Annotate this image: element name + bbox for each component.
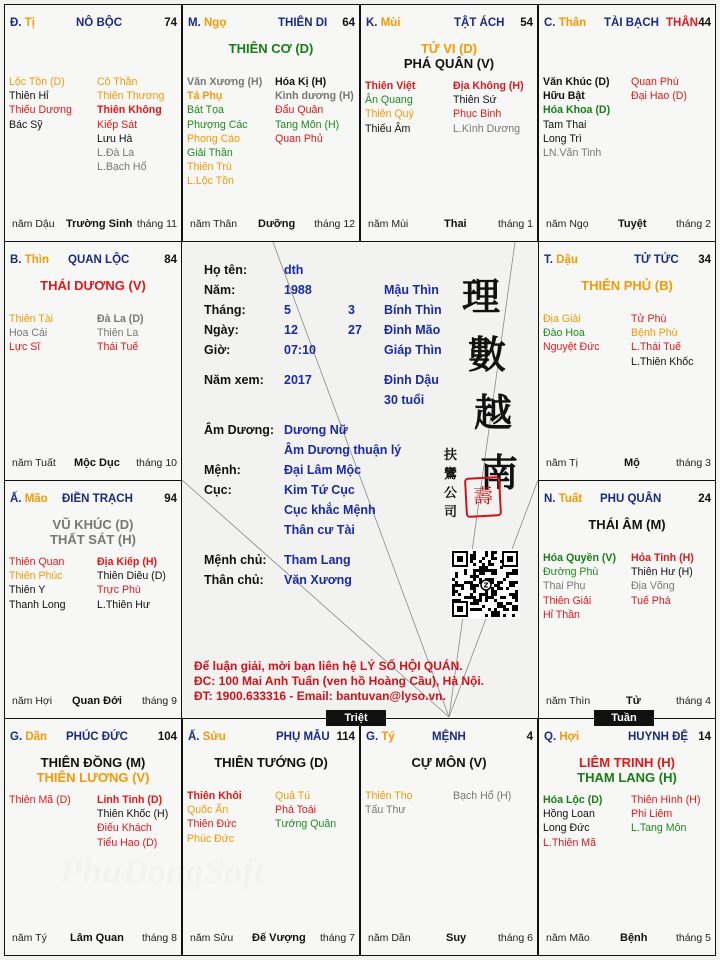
palace-mao: [4, 480, 182, 719]
minor-star: Lộc Tồn (D): [9, 76, 65, 88]
info-label: Mệnh chủ:: [204, 553, 267, 567]
minor-stars-left: [543, 793, 602, 850]
palace-stem-branch: G. Tý: [366, 731, 395, 743]
palace-header: [10, 493, 177, 507]
footer-month: tháng 6: [497, 932, 533, 944]
minor-star: Thiên La: [97, 327, 139, 340]
palace-footer: [12, 457, 177, 471]
minor-star: Linh Tinh (D): [97, 794, 163, 806]
palace-stem-branch: Ấ. Sửu: [188, 731, 226, 743]
minor-star: Phá Toái: [275, 804, 317, 817]
info-label: Năm xem:: [204, 373, 264, 387]
minor-star: Địa Kiếp (H): [97, 556, 158, 568]
palace-header: [544, 493, 711, 507]
triet-tag: Triệt: [326, 710, 386, 726]
main-star: CỰ MÔN (V): [411, 755, 487, 770]
minor-stars-left: [365, 79, 415, 136]
minor-star: Long Đức: [543, 822, 590, 835]
palace-header: [544, 731, 711, 745]
palace-stem-branch: Đ. Tị: [10, 17, 35, 29]
palace-thin: [4, 241, 182, 481]
svg-text:Z: Z: [483, 581, 489, 590]
palace-footer: [368, 932, 533, 946]
info-value-canchi: Mậu Thìn: [384, 283, 439, 297]
minor-star: Địa Giải: [543, 313, 581, 325]
main-star: LIÊM TRINH (H): [578, 755, 676, 770]
minor-star: Thiên Giải: [543, 594, 592, 607]
info-value: Đại Lâm Mộc: [284, 463, 362, 477]
minor-stars-right: [97, 75, 164, 174]
palace-dan: [4, 718, 182, 956]
minor-star: Thiên Thọ: [365, 790, 413, 802]
minor-stars-right: [631, 312, 693, 369]
minor-star: Hồng Loan: [543, 808, 595, 821]
palace-age-number: 94: [164, 493, 177, 505]
minor-stars-left: [187, 75, 262, 189]
footer-year: năm Mão: [546, 932, 590, 944]
info-value-canchi: Đinh Dậu: [384, 373, 439, 387]
footer-year: năm Dậu: [12, 218, 55, 230]
footer-month: tháng 3: [675, 457, 711, 469]
footer-year: năm Tuất: [12, 457, 56, 469]
footer-year: năm Thân: [190, 218, 238, 230]
palace-name: QUAN LỘC: [68, 254, 130, 266]
palace-age-number: 24: [698, 493, 711, 505]
footer-stage: Suy: [446, 932, 467, 944]
calligraphy-char: 數: [468, 332, 507, 377]
minor-star: Hỉ Thần: [543, 608, 580, 621]
minor-star: Hỏa Tinh (H): [631, 552, 694, 564]
palace-footer: [546, 457, 711, 471]
minor-star: Thiên Hình (H): [631, 794, 701, 806]
main-star: THÁI ÂM (M): [588, 517, 666, 532]
minor-star: L.Lộc Tồn: [187, 175, 234, 188]
red-seal-stamp: 壽: [464, 476, 502, 518]
main-star: VŨ KHÚC (D): [52, 517, 134, 532]
footer-year: năm Tý: [12, 932, 47, 944]
minor-star: Tả Phụ: [187, 90, 223, 103]
contact-line: Để luận giải, mời bạn liên hệ LÝ SỐ HỘI QUÁN.: [194, 659, 463, 673]
main-star: THIÊN PHỦ (B): [581, 278, 673, 293]
minor-star: Thanh Long: [9, 598, 66, 611]
info-value: 12: [284, 323, 298, 337]
info-value-lunar: 27: [348, 323, 362, 337]
minor-star: Thiên Tài: [9, 313, 53, 325]
minor-star: Thiên Sứ: [453, 94, 497, 107]
minor-star: Thiên Đức: [187, 818, 237, 831]
palace-ngo: [182, 4, 360, 242]
minor-star: Phúc Đức: [187, 832, 235, 845]
main-star: THIÊN CƠ (D): [228, 41, 314, 56]
minor-star: Địa Võng: [631, 580, 675, 593]
palace-tuat: [538, 480, 716, 719]
than-marker: THÂN: [666, 17, 698, 29]
minor-star: L.Bạch Hổ: [97, 161, 147, 174]
footer-year: năm Dần: [368, 932, 411, 944]
minor-star: Thiên Khốc (H): [97, 808, 169, 821]
center-info-panel: [182, 241, 538, 718]
minor-star: Hoa Cái: [9, 327, 48, 340]
info-label: Tháng:: [204, 303, 246, 317]
footer-stage: Dưỡng: [258, 218, 296, 230]
info-value: dth: [284, 263, 304, 277]
minor-stars-right: [97, 793, 168, 850]
palace-footer: [190, 218, 355, 232]
minor-star: Thiên Y: [9, 584, 46, 597]
main-star: THẤT SÁT (H): [50, 532, 136, 547]
minor-star: Tấu Thư: [365, 804, 406, 817]
minor-star: Tử Phù: [631, 313, 667, 325]
palace-stem-branch: K. Mùi: [366, 17, 401, 29]
minor-star: Đào Hoa: [543, 327, 585, 340]
footer-year: năm Tị: [546, 457, 578, 469]
palace-header: [544, 17, 711, 31]
palace-name: TỬ TỨC: [634, 254, 679, 266]
palace-age-number: 64: [342, 17, 355, 29]
footer-stage: Tử: [626, 695, 641, 707]
minor-star: Hóa Lộc (D): [543, 794, 603, 806]
minor-star: Thiên Quan: [9, 556, 65, 568]
minor-stars-right: [97, 555, 166, 612]
calligraphy-char: 理: [462, 274, 501, 319]
info-label: Âm Dương:: [204, 423, 275, 437]
main-star: PHÁ QUÂN (V): [403, 56, 495, 71]
palace-header: [188, 17, 355, 31]
minor-star: Đà La (D): [97, 313, 144, 325]
footer-stage: Đế Vượng: [252, 932, 306, 944]
minor-star: L.Tang Môn: [631, 822, 687, 835]
footer-stage: Bệnh: [620, 932, 648, 944]
seal-side-char: 公: [444, 486, 458, 501]
info-label: Ngày:: [204, 323, 239, 337]
minor-star: Tuế Phá: [631, 594, 671, 607]
minor-star: L.Thiên Hư: [97, 598, 151, 611]
minor-star: Thái Tuế: [97, 341, 139, 354]
palace-name: PHỤ MẪU: [276, 731, 330, 743]
info-label: Năm:: [204, 283, 236, 297]
minor-star: Phong Cáo: [187, 132, 241, 145]
palace-age-number: 14: [698, 731, 711, 743]
palace-age-number: 84: [164, 254, 177, 266]
info-label: Cục:: [204, 483, 232, 497]
minor-star: Thiên Hư (H): [631, 566, 693, 579]
palace-mui: [360, 4, 538, 242]
palace-hoi: [538, 718, 716, 956]
palace-name: TẬT ÁCH: [454, 17, 505, 29]
minor-star: Tang Môn (H): [275, 118, 340, 131]
minor-star: Kình dương (H): [275, 90, 354, 103]
main-star: THIÊN TƯỚNG (D): [214, 755, 328, 770]
minor-star: Nguyệt Đức: [543, 341, 600, 354]
footer-stage: Quan Đới: [72, 695, 122, 707]
minor-star: Lực Sĩ: [9, 341, 41, 354]
footer-year: năm Ngọ: [546, 218, 589, 230]
minor-star: Long Trì: [543, 132, 582, 145]
minor-star: LN.Văn Tinh: [543, 146, 602, 159]
footer-stage: Mộ: [624, 457, 640, 469]
palace-footer: [190, 932, 355, 946]
info-value: Tham Lang: [284, 553, 351, 567]
palace-age-number: 104: [157, 731, 177, 743]
minor-stars-left: [9, 793, 71, 807]
minor-star: Điếu Khách: [97, 822, 152, 835]
minor-star: Thiên Thương: [97, 90, 165, 103]
seal-side-text: [444, 446, 462, 522]
minor-stars-right: [631, 793, 700, 836]
minor-star: Thiên Diêu (D): [97, 570, 166, 583]
minor-stars-left: [187, 789, 242, 846]
minor-stars-left: [543, 551, 616, 622]
palace-name: ĐIỀN TRẠCH: [62, 493, 133, 505]
palace-header: [188, 731, 355, 745]
minor-star: Tiểu Hao (D): [97, 836, 158, 849]
minor-star: Văn Khúc (D): [543, 76, 610, 88]
minor-star: Thiên Không: [97, 104, 162, 117]
palace-stem-branch: C. Thân: [544, 17, 587, 29]
palace-age-number: 34: [698, 254, 711, 266]
info-value: Cục khắc Mệnh: [284, 503, 376, 517]
info-label: Giờ:: [204, 343, 231, 357]
contact-line: ĐT: 1900.633316 - Email: bantuvan@lyso.vn.: [194, 689, 446, 703]
minor-star: Quốc Ấn: [187, 804, 229, 817]
minor-star: Thiên Quý: [365, 108, 414, 121]
minor-star: Trực Phù: [97, 584, 141, 597]
palace-age-number: 114: [336, 731, 355, 743]
minor-star: Kiếp Sát: [97, 118, 138, 131]
minor-star: Đại Hao (D): [631, 90, 687, 103]
palace-suu: [182, 718, 360, 956]
minor-star: Ân Quang: [365, 94, 413, 107]
minor-star: Thiếu Âm: [365, 122, 411, 135]
info-value-canchi: Đinh Mão: [384, 323, 441, 337]
minor-star: Bệnh Phù: [631, 327, 678, 340]
info-value: Thân cư Tài: [284, 523, 355, 537]
palace-name: NÔ BỘC: [76, 17, 122, 29]
minor-star: Thiên Khôi: [187, 790, 242, 802]
minor-star: Lưu Hà: [97, 132, 133, 145]
minor-star: Đường Phù: [543, 566, 599, 579]
minor-star: Thiên Việt: [365, 80, 416, 92]
main-star: THIÊN ĐỒNG (M): [40, 755, 146, 770]
minor-stars-left: [9, 312, 53, 355]
palace-ty: [360, 718, 538, 956]
minor-stars-right: [631, 75, 687, 103]
minor-star: Bát Tọa: [187, 104, 224, 117]
minor-star: Bạch Hổ (H): [453, 790, 512, 802]
info-label: Mệnh:: [204, 463, 241, 477]
minor-stars-right: [453, 789, 511, 803]
footer-year: năm Mùi: [368, 218, 409, 230]
palace-age-number: 44: [698, 17, 711, 29]
info-value: 5: [284, 303, 291, 317]
minor-star: L.Kình Dương: [453, 122, 521, 135]
tuan-tag: Tuần: [594, 710, 654, 726]
palace-stem-branch: G. Dần: [10, 731, 48, 743]
minor-star: Cô Thần: [97, 76, 138, 88]
minor-star: Thiên Trù: [187, 161, 232, 174]
info-value: Dương Nữ: [284, 423, 348, 437]
minor-star: Hóa Quyền (V): [543, 552, 616, 564]
minor-star: Hóa Kị (H): [275, 76, 327, 88]
minor-star: Thiên Phúc: [9, 570, 63, 583]
footer-year: năm Hợi: [12, 695, 53, 707]
minor-stars-left: [365, 789, 413, 817]
minor-stars-left: [9, 75, 72, 132]
palace-stem-branch: Ấ. Mão: [10, 493, 48, 505]
footer-month: tháng 12: [314, 218, 355, 230]
minor-star: L.Thiên Khốc: [631, 355, 694, 368]
seal-side-char: 扶: [444, 448, 458, 463]
palace-stem-branch: Q. Hợi: [544, 731, 580, 743]
footer-month: tháng 10: [136, 457, 177, 469]
footer-stage: Trường Sinh: [66, 218, 133, 230]
info-value: Âm Dương thuận lý: [284, 443, 402, 457]
palace-header: [10, 17, 177, 31]
main-star: TỬ VI (D): [420, 41, 478, 56]
main-star: THÁI DƯƠNG (V): [40, 278, 146, 293]
info-value-canchi: Bính Thìn: [384, 303, 442, 317]
palace-stem-branch: B. Thìn: [10, 254, 49, 266]
info-value: 1988: [284, 283, 312, 297]
minor-star: Bác Sỹ: [9, 118, 43, 131]
contact-line: ĐC: 100 Mai Anh Tuấn (ven hồ Hoàng Cầu), Hà Nội.: [194, 674, 485, 688]
palace-name: PHU QUÂN: [600, 493, 662, 505]
footer-month: tháng 7: [319, 932, 355, 944]
footer-stage: Tuyệt: [618, 218, 647, 230]
info-value: 2017: [284, 373, 312, 387]
minor-star: Thiếu Dương: [9, 104, 72, 117]
minor-star: Văn Xương (H): [187, 76, 263, 88]
minor-star: Phục Binh: [453, 108, 502, 121]
palace-age-number: 54: [520, 17, 533, 29]
minor-star: Thiên Hỉ: [9, 90, 49, 103]
minor-star: Phượng Các: [187, 118, 248, 131]
minor-star: Quả Tú: [275, 790, 311, 802]
palace-name: HUYNH ĐỆ: [628, 731, 689, 743]
palace-footer: [12, 218, 177, 232]
seal-side-char: 司: [444, 505, 458, 520]
palace-footer: [12, 932, 177, 946]
footer-year: năm Sửu: [190, 932, 234, 944]
seal-side-char: 鸞: [444, 467, 458, 482]
info-value: Văn Xương: [284, 573, 352, 587]
palace-header: [10, 731, 177, 745]
palace-header: [366, 17, 533, 31]
main-star: THAM LANG (H): [577, 770, 677, 785]
palace-footer: [546, 932, 711, 946]
minor-star: Tướng Quân: [275, 818, 337, 831]
palace-stem-branch: T. Dậu: [544, 254, 578, 266]
footer-month: tháng 2: [675, 218, 711, 230]
minor-stars-left: [9, 555, 66, 612]
minor-star: Thiên Mã (D): [9, 794, 71, 806]
minor-star: Địa Không (H): [453, 80, 524, 92]
minor-stars-right: [275, 789, 336, 832]
minor-star: Giải Thần: [187, 146, 233, 159]
info-value: Kim Tứ Cục: [284, 483, 355, 497]
palace-stem-branch: M. Ngọ: [188, 17, 227, 29]
footer-stage: Lâm Quan: [70, 932, 124, 944]
calligraphy-char: 南: [480, 450, 519, 495]
minor-stars-right: [275, 75, 354, 146]
info-value-age: 30 tuổi: [384, 393, 425, 407]
footer-month: tháng 9: [141, 695, 177, 707]
palace-footer: [546, 695, 711, 709]
minor-star: Quan Phủ: [275, 132, 323, 145]
minor-star: Phi Liêm: [631, 808, 673, 821]
minor-stars-left: [543, 312, 600, 355]
footer-month: tháng 5: [675, 932, 711, 944]
minor-star: L.Thiên Mã: [543, 836, 596, 849]
palace-name: TÀI BẠCH: [604, 17, 659, 29]
minor-star: Hóa Khoa (D): [543, 104, 611, 117]
palace-dau: [538, 241, 716, 481]
footer-stage: Mộc Dục: [74, 457, 120, 469]
info-value-lunar: 3: [348, 303, 355, 317]
info-label: Họ tên:: [204, 263, 248, 277]
footer-year: năm Thìn: [546, 695, 591, 707]
info-label: Thân chủ:: [204, 573, 264, 587]
minor-star: L.Đà La: [97, 146, 135, 159]
minor-star: Hữu Bật: [543, 90, 585, 103]
footer-month: tháng 11: [136, 218, 177, 230]
palace-footer: [12, 695, 177, 709]
minor-star: Thai Phụ: [543, 580, 586, 593]
palace-age-number: 74: [164, 17, 177, 29]
minor-stars-right: [631, 551, 694, 608]
palace-stem-branch: N. Tuất: [544, 493, 583, 505]
palace-header: [544, 254, 711, 268]
palace-name: MỆNH: [432, 731, 466, 743]
info-value-canchi: Giáp Thìn: [384, 343, 442, 357]
minor-star: L.Thái Tuế: [631, 341, 682, 354]
palace-age-number: 4: [526, 731, 533, 743]
palace-than: [538, 4, 716, 242]
footer-stage: Thai: [444, 218, 467, 230]
palace-name: THIÊN DI: [278, 17, 328, 29]
palace-ti: [4, 4, 182, 242]
minor-star: Quan Phù: [631, 76, 679, 88]
calligraphy-char: 越: [474, 390, 513, 435]
minor-stars-right: [97, 312, 144, 355]
palace-name: PHÚC ĐỨC: [66, 731, 128, 743]
minor-star: Đẩu Quân: [275, 104, 324, 117]
footer-month: tháng 4: [675, 695, 711, 707]
main-star: THIÊN LƯƠNG (V): [36, 770, 150, 785]
footer-month: tháng 1: [497, 218, 533, 230]
minor-star: Tam Thai: [543, 118, 587, 131]
palace-footer: [546, 218, 711, 232]
palace-footer: [368, 218, 533, 232]
palace-header: [10, 254, 177, 268]
minor-stars-right: [453, 79, 524, 136]
palace-header: [366, 731, 533, 745]
footer-month: tháng 8: [141, 932, 177, 944]
minor-stars-left: [543, 75, 610, 160]
info-value: 07:10: [284, 343, 316, 357]
qr-code: [450, 549, 520, 619]
